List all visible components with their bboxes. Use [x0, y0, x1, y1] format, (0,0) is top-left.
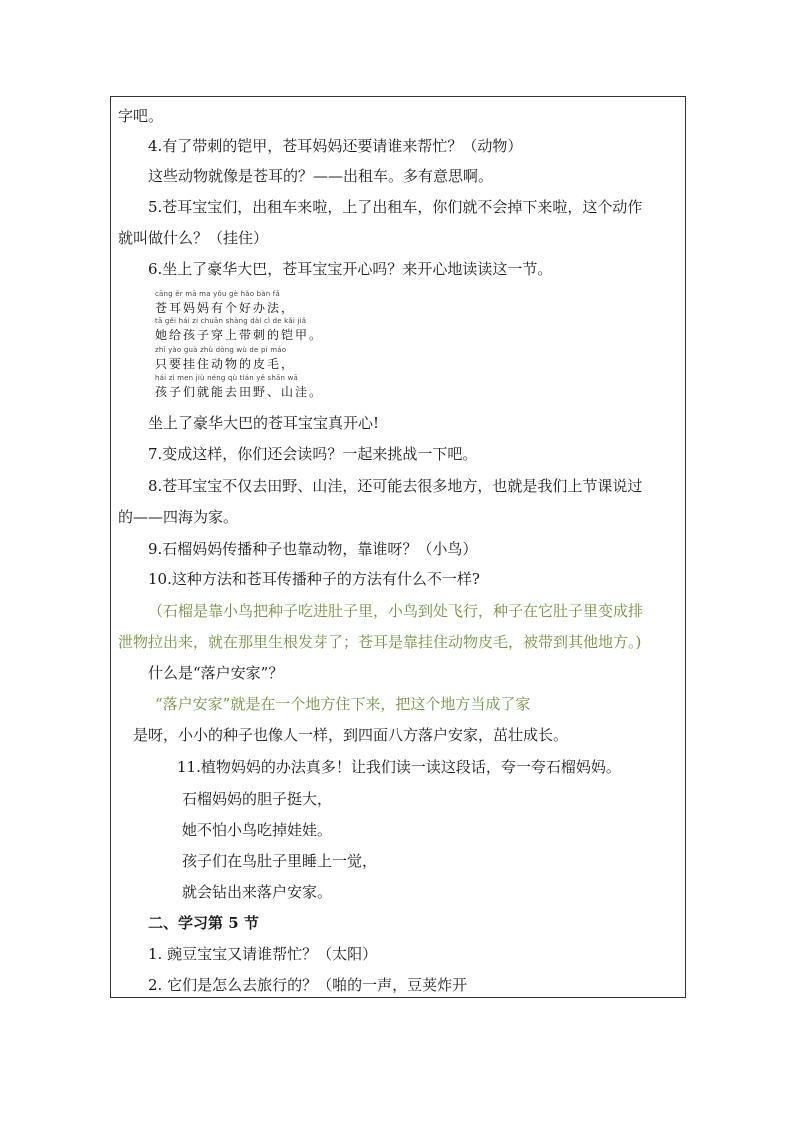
text-line: 坐上了豪华大巴的苍耳宝宝真开心! [148, 414, 380, 432]
text-line: 1. 豌豆宝宝又请谁帮忙？（太阳） [148, 945, 378, 963]
poem-line: 孩子们就能去田野、山洼。 [155, 385, 324, 399]
text-line: 是呀，小小的种子也像人一样，到四面八方落户安家，茁壮成长。 [133, 726, 569, 744]
text-line: 4.有了带刺的铠甲，苍耳妈妈还要请谁来帮忙？（动物） [148, 137, 523, 155]
text-line: 什么是“落户安家”？ [148, 664, 284, 682]
text-line: 就叫做什么？（挂住） [118, 229, 269, 247]
text-line: 这些动物就像是苍耳的？——出租车。多有意思啊。 [148, 167, 494, 185]
verse-line: 孩子们在鸟肚子里睡上一觉， [182, 852, 378, 870]
pinyin-row: cāng ěr mā ma yǒu gè hǎo bàn fǎ [155, 290, 280, 298]
poem-line: 苍耳妈妈有个好办法， [155, 301, 296, 315]
answer-line: （石榴是靠小鸟把种子吃进肚子里，小鸟到处飞行，种子在它肚子里变成排 [148, 602, 644, 620]
text-line: 2. 它们是怎么去旅行的？（啪的一声，豆荚炸开 [148, 976, 468, 994]
pinyin-row: hái zi men jiù néng qù tián yě shān wā [155, 374, 298, 382]
poem-line: 她给孩子穿上带刺的铠甲。 [155, 328, 324, 342]
section-heading: 二、学习第 5 节 [148, 914, 259, 932]
pinyin-row: tā gěi hái zi chuān shàng dài cì de kǎi jiǎ [155, 317, 307, 325]
text-line: 10.这种方法和苍耳传播种子的方法有什么不一样? [148, 570, 480, 588]
text-line: 9.石榴妈妈传播种子也靠动物，靠谁呀？（小鸟） [148, 540, 478, 558]
answer-line: “落户安家”就是在一个地方住下来，把这个地方当成了家 [155, 695, 531, 713]
text-line: 11.植物妈妈的办法真多！让我们读一读这段话，夸一夸石榴妈妈。 [177, 758, 621, 776]
text-line: 5.苍耳宝宝们，出租车来啦，上了出租车，你们就不会掉下来啦，这个动作 [148, 198, 643, 216]
text-line: 6.坐上了豪华大巴，苍耳宝宝开心吗？来开心地读读这一节。 [148, 260, 553, 278]
text-line: 的——四海为家。 [118, 508, 239, 526]
verse-line: 石榴妈妈的胆子挺大， [182, 790, 333, 808]
text-line: 7.变成这样，你们还会读吗？一起来挑战一下吧。 [148, 445, 478, 463]
verse-line: 她不怕小鸟吃掉娃娃。 [182, 821, 333, 839]
pinyin-row: zhǐ yào guà zhù dòng wù de pí máo [155, 346, 287, 354]
answer-line: 泄物拉出来，就在那里生根发芽了；苍耳是靠挂住动物皮毛，被带到其他地方。) [118, 633, 642, 651]
text-line: 字吧。 [118, 107, 164, 125]
poem-line: 只要挂住动物的皮毛， [155, 357, 296, 371]
verse-line: 就会钻出来落户安家。 [182, 883, 333, 901]
text-line: 8.苍耳宝宝不仅去田野、山洼，还可能去很多地方，也就是我们上节课说过 [148, 477, 643, 495]
